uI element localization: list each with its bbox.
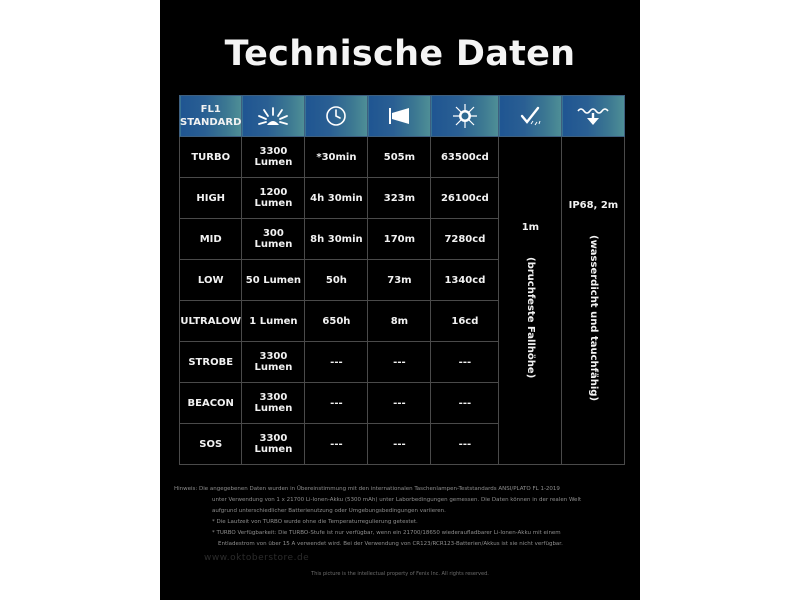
impact-header xyxy=(499,96,562,137)
mode-cell: STROBE xyxy=(180,342,242,383)
runtime-cell: 650h xyxy=(305,301,368,342)
footnotes xyxy=(174,484,632,550)
output-cell: 300 Lumen xyxy=(242,219,305,260)
water-value: IP68, 2m xyxy=(568,199,619,211)
water-label: (wasserdicht und tauchfähig) xyxy=(587,234,599,401)
output-cell: 3300 Lumen xyxy=(242,424,305,465)
intensity-cell: 63500cd xyxy=(431,137,499,178)
spec-table xyxy=(179,95,625,465)
spec-sheet-panel xyxy=(160,0,640,600)
footnote-line: * TURBO Verfügbarkeit: Die TURBO-Stufe ist nur verfügbar, wenn ein 21700/18650 wiederaufladbarer Li-Ionen-Akku mit einem xyxy=(212,530,561,536)
output-cell: 3300 Lumen xyxy=(242,342,305,383)
runtime-cell: --- xyxy=(305,424,368,465)
output-cell: 50 Lumen xyxy=(242,260,305,301)
intensity-cell: 1340cd xyxy=(431,260,499,301)
table-header-row xyxy=(180,96,625,137)
table-row xyxy=(180,137,625,178)
standard-header-line2: STANDARD xyxy=(180,117,242,128)
runtime-cell: --- xyxy=(305,383,368,424)
impact-value: 1m xyxy=(521,222,540,234)
output-cell: 3300 Lumen xyxy=(242,137,305,178)
mode-cell: HIGH xyxy=(180,178,242,219)
distance-cell: 323m xyxy=(368,178,431,219)
distance-cell: --- xyxy=(368,424,431,465)
mode-cell: TURBO xyxy=(180,137,242,178)
footnote-line: Hinweis: Die angegebenen Daten wurden in Übereinstimmung mit den internationalen Taschenlampen-Teststandards ANSI/PLATO FL 1-2019 xyxy=(174,486,560,492)
mode-cell: LOW xyxy=(180,260,242,301)
mode-cell: ULTRALOW xyxy=(180,301,242,342)
water-header xyxy=(562,96,625,137)
distance-cell: 8m xyxy=(368,301,431,342)
runtime-cell: 4h 30min xyxy=(305,178,368,219)
intensity-cell: 26100cd xyxy=(431,178,499,219)
copyright-notice: This picture is the intellectual property of Fenix Inc. All rights reserved. xyxy=(311,571,489,577)
runtime-cell: --- xyxy=(305,342,368,383)
output-cell: 3300 Lumen xyxy=(242,383,305,424)
standard-header xyxy=(180,96,242,137)
distance-header xyxy=(368,96,431,137)
mode-cell: SOS xyxy=(180,424,242,465)
distance-cell: --- xyxy=(368,342,431,383)
output-cell: 1 Lumen xyxy=(242,301,305,342)
intensity-header xyxy=(431,96,499,137)
footnote-line: aufgrund unterschiedlicher Batterienutzung oder Umgebungsbedingungen variieren. xyxy=(212,508,446,514)
intensity-cell: --- xyxy=(431,383,499,424)
footnote-line: unter Verwendung von 1 x 21700 Li-Ionen-Akku (5300 mAh) unter Laborbedingungen gemessen. Die Daten können in der realen Welt xyxy=(212,497,582,503)
intensity-cell: --- xyxy=(431,342,499,383)
brightness-header xyxy=(242,96,305,137)
runtime-clock-icon xyxy=(324,104,348,128)
runtime-cell: 8h 30min xyxy=(305,219,368,260)
runtime-cell: *30min xyxy=(305,137,368,178)
footnote-line: Entladestrom von über 15 A verwendet wird. Bei der Verwendung von CR123/RCR123-Batterien/Akkus ist sie nicht verfügbar. xyxy=(218,541,563,547)
distance-cell: 170m xyxy=(368,219,431,260)
standard-header-line1: FL1 xyxy=(200,104,221,115)
water-resistance-cell xyxy=(562,137,625,465)
beam-distance-icon xyxy=(385,105,413,127)
brightness-icon xyxy=(256,105,290,127)
intensity-icon xyxy=(452,103,478,129)
footnote-line: * Die Laufzeit von TURBO wurde ohne die Temperaturregulierung getestet. xyxy=(212,519,418,525)
impact-resistance-cell xyxy=(499,137,562,465)
water-resistance-icon xyxy=(576,105,610,127)
impact-resistance-icon xyxy=(517,104,543,128)
distance-cell: 73m xyxy=(368,260,431,301)
watermark: www.oktoberstore.de xyxy=(204,553,310,563)
runtime-header xyxy=(305,96,368,137)
page-title: Technische Daten xyxy=(224,34,576,74)
runtime-cell: 50h xyxy=(305,260,368,301)
distance-cell: 505m xyxy=(368,137,431,178)
impact-label: (bruchfeste Fallhöhe) xyxy=(524,257,536,379)
distance-cell: --- xyxy=(368,383,431,424)
intensity-cell: --- xyxy=(431,424,499,465)
mode-cell: BEACON xyxy=(180,383,242,424)
mode-cell: MID xyxy=(180,219,242,260)
intensity-cell: 16cd xyxy=(431,301,499,342)
intensity-cell: 7280cd xyxy=(431,219,499,260)
output-cell: 1200 Lumen xyxy=(242,178,305,219)
